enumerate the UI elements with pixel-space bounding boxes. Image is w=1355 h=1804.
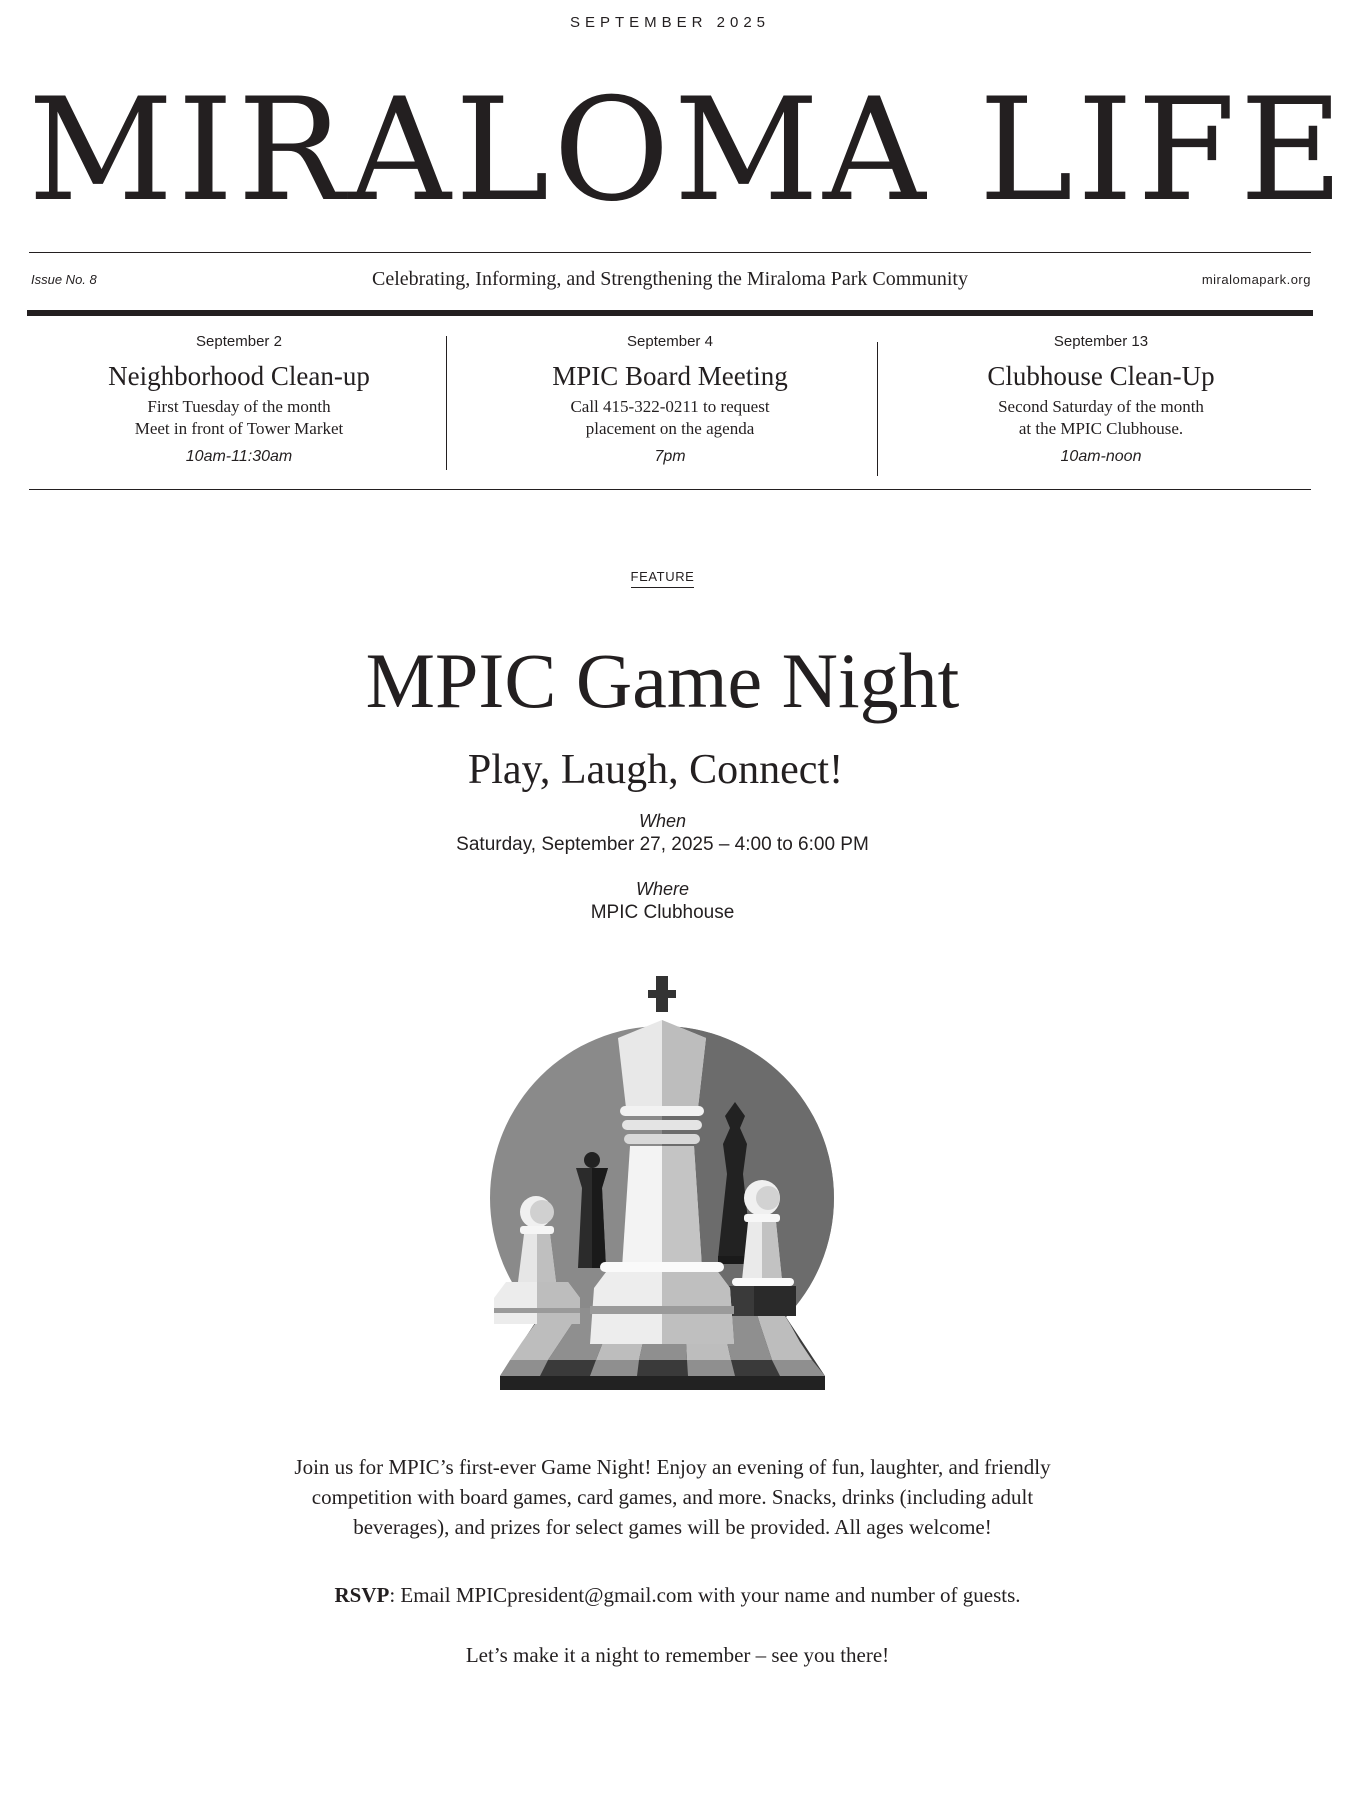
event-date: September 4 <box>627 333 713 350</box>
tagline: Celebrating, Informing, and Strengthening the Miraloma Park Community <box>371 268 968 290</box>
masthead-rule-thick <box>27 310 1313 316</box>
event-title: Neighborhood Clean-up <box>108 361 370 391</box>
event-title: MPIC Board Meeting <box>552 361 788 391</box>
section-label-text: FEATURE <box>631 569 695 588</box>
event-divider <box>877 342 878 476</box>
rsvp-text: : Email MPICpresident@gmail.com with your name and number of guests. <box>389 1583 1021 1607</box>
feature-subhead: Play, Laugh, Connect! <box>467 747 844 793</box>
event-description: Second Saturday of the month <box>998 397 1204 416</box>
event-date: September 2 <box>196 333 282 350</box>
event-card <box>460 330 880 468</box>
masthead-title: MIRALOMA LIFE <box>28 68 1348 233</box>
where-value: MPIC Clubhouse <box>590 902 735 923</box>
rsvp-line <box>0 1580 1355 1610</box>
event-description: Meet in front of Tower Market <box>134 419 344 438</box>
event-description: First Tuesday of the month <box>147 397 331 416</box>
event-date: September 13 <box>1053 333 1149 350</box>
issue-dateline: SEPTEMBER 2025 <box>569 14 771 31</box>
event-description: at the MPIC Clubhouse. <box>1018 419 1184 438</box>
event-description: placement on the agenda <box>585 419 755 438</box>
feature-body <box>220 1452 1125 1542</box>
event-time: 10am-noon <box>1060 448 1142 465</box>
event-description: Call 415-322-0211 to request <box>570 397 770 416</box>
body-line: beverages), and prizes for select games will be provided. All ages welcome! <box>353 1515 992 1539</box>
event-divider <box>446 336 447 470</box>
event-title: Clubhouse Clean-Up <box>987 361 1215 391</box>
event-time: 10am-11:30am <box>185 448 293 465</box>
events-calendar <box>29 330 1311 480</box>
body-line: competition with board games, card games, and more. Snacks, drinks (including adult <box>311 1485 1034 1509</box>
chess-pieces-icon <box>440 968 885 1408</box>
event-time: 7pm <box>654 448 686 465</box>
issue-number: Issue No. 8 <box>31 272 97 287</box>
events-rule-bottom <box>29 489 1311 490</box>
where-label: Where <box>635 879 689 899</box>
closing-line: Let’s make it a night to remember – see you there! <box>465 1643 890 1667</box>
masthead-info-row <box>29 268 1311 294</box>
event-card <box>29 330 449 468</box>
masthead-rule-top <box>29 252 1311 253</box>
feature-headline: MPIC Game Night <box>365 637 960 724</box>
rsvp-label: RSVP <box>334 1583 390 1607</box>
section-label <box>0 568 1325 588</box>
when-value: Saturday, September 27, 2025 – 4:00 to 6:00 PM <box>456 834 869 855</box>
event-card <box>891 330 1311 468</box>
when-label: When <box>638 811 687 831</box>
website-link[interactable]: miralomapark.org <box>1201 272 1311 287</box>
body-line: Join us for MPIC’s first-ever Game Night! Enjoy an evening of fun, laughter, and friendly <box>294 1455 1051 1479</box>
